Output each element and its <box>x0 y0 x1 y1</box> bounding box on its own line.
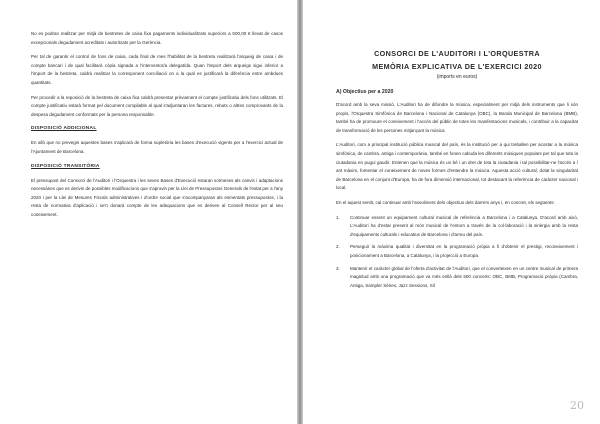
objectives-list <box>336 214 578 291</box>
list-item <box>336 214 578 240</box>
heading-transitional-provision: DISPOSICIÓ TRANSITÒRIA <box>31 163 100 169</box>
list-item <box>336 243 578 260</box>
list-item-text: Continuar essent un equipament cultural musical de referència a Barcelona i a Catalunya. D'acord amb això, L'Auditori ha d'estar present al món musical de l'entorn a través de la col·laboració i la sinèrgia amb la resta d'equipaments culturals i educatius de Barcelona i d'arreu del país. <box>350 214 578 237</box>
list-item-number: 3. <box>336 265 340 271</box>
document-title-line-2: MEMÒRIA EXPLICATIVA DE L'EXERCICI 2020 <box>372 61 542 71</box>
paragraph-mission: D'acord amb la seva missió, L'Auditori ha de difondre la música, especialment per mitjà dels instruments que li són propis, l'Orquestra Simfònica de Barcelona i Nacional de Catalunya (OBC), la Banda Municipal de Barcelona (BMB), també ha de promoure el coneixement i l'accés del públic de totes les manifestacions musicals, i contribuir a la capacitat de transformació de les persones mitjançant la música. <box>336 102 578 133</box>
document-subtitle: (imports en euros) <box>436 74 478 80</box>
paragraph-additional-provision: En allò que no prevegin aquestes bases s'aplicarà de forma supletòria les bases d'execució vigents per a l'exercici actual de l'Ajuntament de Barcelona. <box>31 140 283 154</box>
paragraph-cash-control: Per tal de garantir el control de fons de caixa, cada final de mes l'habilitat de la bestreta realitzarà l'arqueig de caixa i de compte bancari i de qual facilitarà còpia signada a l'interventor/a delegat/da. Quan l'import dels arqueigs sigui inferior a l'import de la bestreta, caldrà realitzar la corresponent conciliació on a la qual es justificarà la diferència entre ambdues quantitats. <box>31 54 283 85</box>
page-number: 20 <box>570 399 584 412</box>
paragraph-transitional-provision: El pressupost del Consorci de l'Auditori i l'Orquestra i les seves Bases d'Execució estaran sotmeses als canvis i adaptacions necessàries que es derivin de possibles modificacions que s'aprovin per la Llei de Pressupostos Generals de l'estat per a l'any 2020 i per la Llei de Mesures Fiscals administratives i d'ordre social que s'acompanyaran als esmentats pressupostos, i la resta de normativa d'aplicació i se'n donarà compte de les adequacions que es deriven al Consell Rector per al seu coneixement. <box>31 177 283 217</box>
section-heading-objectives: A) Objectius per a 2020 <box>336 89 394 95</box>
paragraph-petty-cash-limit: No es podran realitzar per mitjà de bestretes de caixa fixa pagaments individualitzats superiors a 500,00 € llevat de casos excepcionals degudament acreditats i autoritzats per la Gerència. <box>31 31 283 45</box>
list-item <box>336 265 578 291</box>
list-item-text: Perseguir la màxima qualitat i diversitat en la programació pròpia a fi d'obtenir el prestigi, reconeixement i posicionament a Barcelona, a Catalunya, i la projecció a Europa. <box>350 244 578 258</box>
heading-additional-provision: DISPOSICIÓ ADDICIONAL <box>31 126 97 132</box>
paragraph-objectives-intro: En el aquest sentit, cal continuar amb l'assoliment dels objectius dels darrers anys i, en concret, els següents: <box>336 199 555 205</box>
paragraph-institution: L'Auditori, com a principal institució pública musical del país, és la institució per a qui treballen per acostar a la música simfònica, de cambra, antiga i contemporània, també en fonen cabuda les diferents músiques populars per tal que tota la ciutadania en pugui gaudir. Entenen que la música és un bé i un dret de tota la ciutadania i tal possibilitar-ne l'accés a / ant màxim, fomentar el coneixement de noves formes d'entendre la música. Aquesta acció cultural, dotat la singularitat de Barcelona en el conjunt d'Europa, ha de fora dimensió internacional, tot destacant la referència de caràcter nacional i local. <box>336 142 578 191</box>
list-item-text: Mantenir el caràcter global de l'oferta d'activitat de l'Auditori, que el converteixen en un centre musical de primera magnitud amb una programació que va més enllà dels 500 concerts: OBC, BMB, Programació pròpia (Cambra, Antiga, Sampler Sèries, Jazz Sessions, Sil <box>350 265 578 288</box>
left-page <box>0 0 297 424</box>
document-title-line-1: CONSORCI DE L'AUDITORI I L'ORQUESTRA <box>374 49 540 58</box>
list-item-number: 1. <box>336 214 340 220</box>
paragraph-replenishment: Per procedir a la reposició de la bestreta de caixa fixa caldrà presentar prèviament el compte justificatiu dels fons utilitzats. El compte justificatiu estarà format pel document compilable al qual s'adjuntaran les factures, rebuts o altres comprovants de la despesa degudament conformats per la persona responsable. <box>31 94 283 117</box>
right-page <box>303 0 600 424</box>
list-item-number: 2. <box>336 244 340 250</box>
